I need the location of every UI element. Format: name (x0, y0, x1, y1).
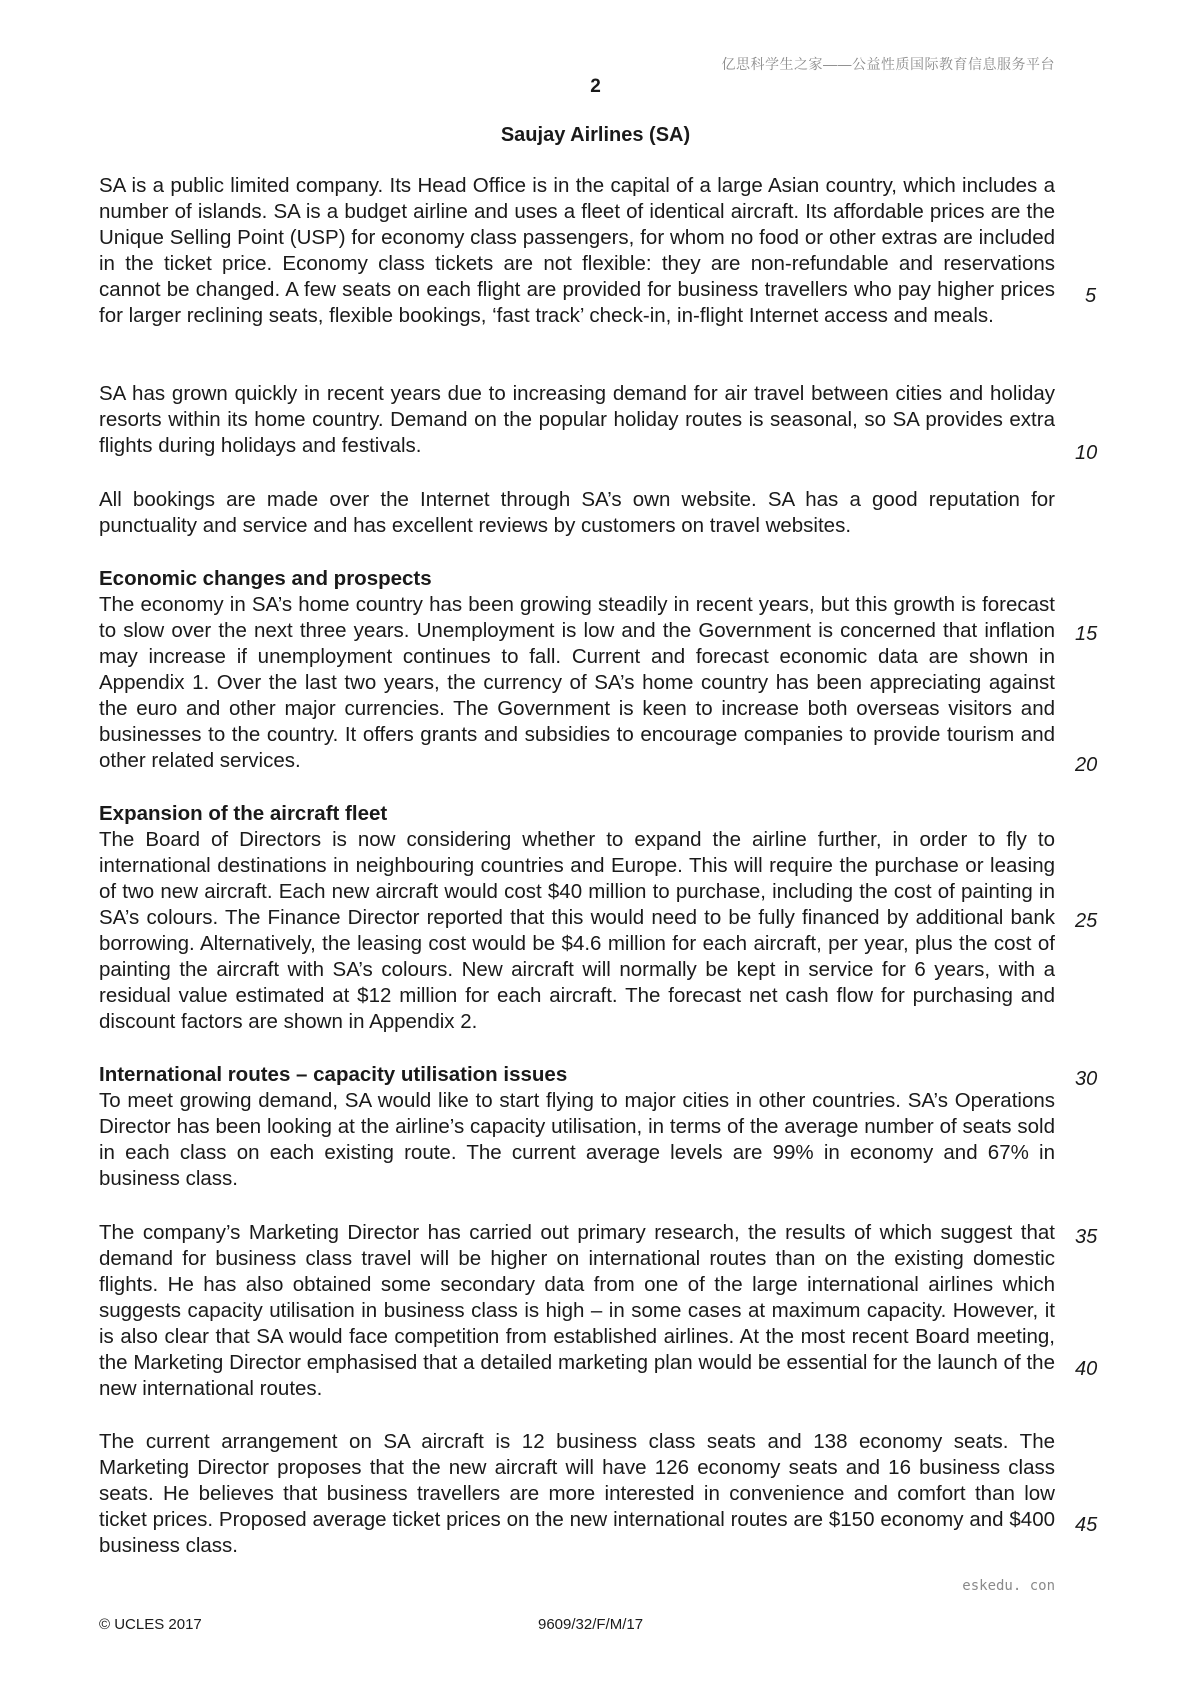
paragraph-capacity: To meet growing demand, SA would like to start flying to major cities in other countries. SA’s Operations Director has been looking at the airline’s capacity utilisation, in terms of the average number of seats sold in each class on each existing route. The current average levels are 99% in economy and 67% in business class. (99, 1089, 1055, 1190)
watermark-header: 亿思科学生之家——公益性质国际教育信息服务平台 (721, 56, 1055, 72)
heading-fleet-expansion: Expansion of the aircraft fleet (99, 802, 388, 825)
paragraph-fleet: The Board of Directors is now considering whether to expand the airline further, in order to fly to international destinations in neighbouring countries and Europe. This will require the purchase or leasing of two new aircraft. Each new aircraft would cost $40 million to purchase, including the cost of painting in SA’s colours. The Finance Director reported that this would need to be fully financed by additional bank borrowing. Alternatively, the leasing cost would be $4.6 million for each aircraft, per year, plus the cost of painting the aircraft with SA’s colours. New aircraft will normally be kept in service for 6 years, with a residual value estimated at $12 million for each aircraft. The forecast net cash flow for purchasing and discount factors are shown in Appendix 2. (99, 828, 1055, 1033)
line-number: 30 (1075, 1068, 1098, 1090)
copyright-notice: © UCLES 2017 (99, 1616, 202, 1633)
paragraph-economy: The economy in SA’s home country has been growing steadily in recent years, but this growth is forecast to slow over the next three years. Unemployment is low and the Government is concerned that inflation may increase if unemployment continues to fall. Current and forecast economic data are shown in Appendix 1. Over the last two years, the currency of SA’s home country has been appreciating against the euro and other major currencies. The Government is keen to increase both overseas visitors and businesses to the country. It offers grants and subsidies to encourage companies to provide tourism and other related services. (99, 593, 1055, 772)
heading-economic-changes: Economic changes and prospects (99, 567, 432, 590)
paper-code: 9609/32/F/M/17 (538, 1616, 644, 1633)
line-number: 15 (1075, 623, 1098, 645)
line-number: 5 (1085, 285, 1097, 307)
line-number: 25 (1075, 910, 1098, 932)
line-number: 45 (1075, 1514, 1098, 1536)
page-number: 2 (590, 76, 601, 97)
heading-international-routes: International routes – capacity utilisation issues (99, 1063, 568, 1086)
line-number: 10 (1075, 442, 1098, 464)
document-title: Saujay Airlines (SA) (500, 124, 691, 146)
paragraph-marketing: The company’s Marketing Director has carried out primary research, the results of which suggest that demand for business class travel will be higher on international routes than on the existing domestic flights. He has also obtained some secondary data from one of the large international airlines which suggests capacity utilisation in business class is high – in some cases at maximum capacity. However, it is also clear that SA would face competition from established airlines. At the most recent Board meeting, the Marketing Director emphasised that a detailed marketing plan would be essential for the launch of the new international routes. (99, 1221, 1055, 1400)
paragraph-intro: SA is a public limited company. Its Head Office is in the capital of a large Asian country, which includes a number of islands. SA is a budget airline and uses a fleet of identical aircraft. Its affordable prices are the Unique Selling Point (USP) for economy class passengers, for whom no food or other extras are included in the ticket price. Economy class tickets are not flexible: they are non-refundable and reservations cannot be changed. A few seats on each flight are provided for business travellers who pay higher prices for larger reclining seats, flexible bookings, ‘fast track’ check-in, in-flight Internet access and meals. (99, 174, 1055, 327)
watermark-footer: eskedu. con (962, 1578, 1055, 1594)
paragraph-seating: The current arrangement on SA aircraft is 12 business class seats and 138 economy seats. The Marketing Director proposes that the new aircraft will have 126 economy seats and 16 business class seats. He believes that business travellers are more interested in convenience and comfort than low ticket prices. Proposed average ticket prices on the new international routes are $150 economy and $400 business class. (99, 1430, 1055, 1557)
line-number: 35 (1075, 1226, 1098, 1248)
line-number: 20 (1075, 754, 1098, 776)
line-number: 40 (1075, 1358, 1098, 1380)
paragraph-bookings: All bookings are made over the Internet through SA’s own website. SA has a good reputation for punctuality and service and has excellent reviews by customers on travel websites. (99, 488, 1055, 537)
paragraph-growth: SA has grown quickly in recent years due to increasing demand for air travel between cities and holiday resorts within its home country. Demand on the popular holiday routes is seasonal, so SA provides extra flights during holidays and festivals. (99, 382, 1055, 457)
